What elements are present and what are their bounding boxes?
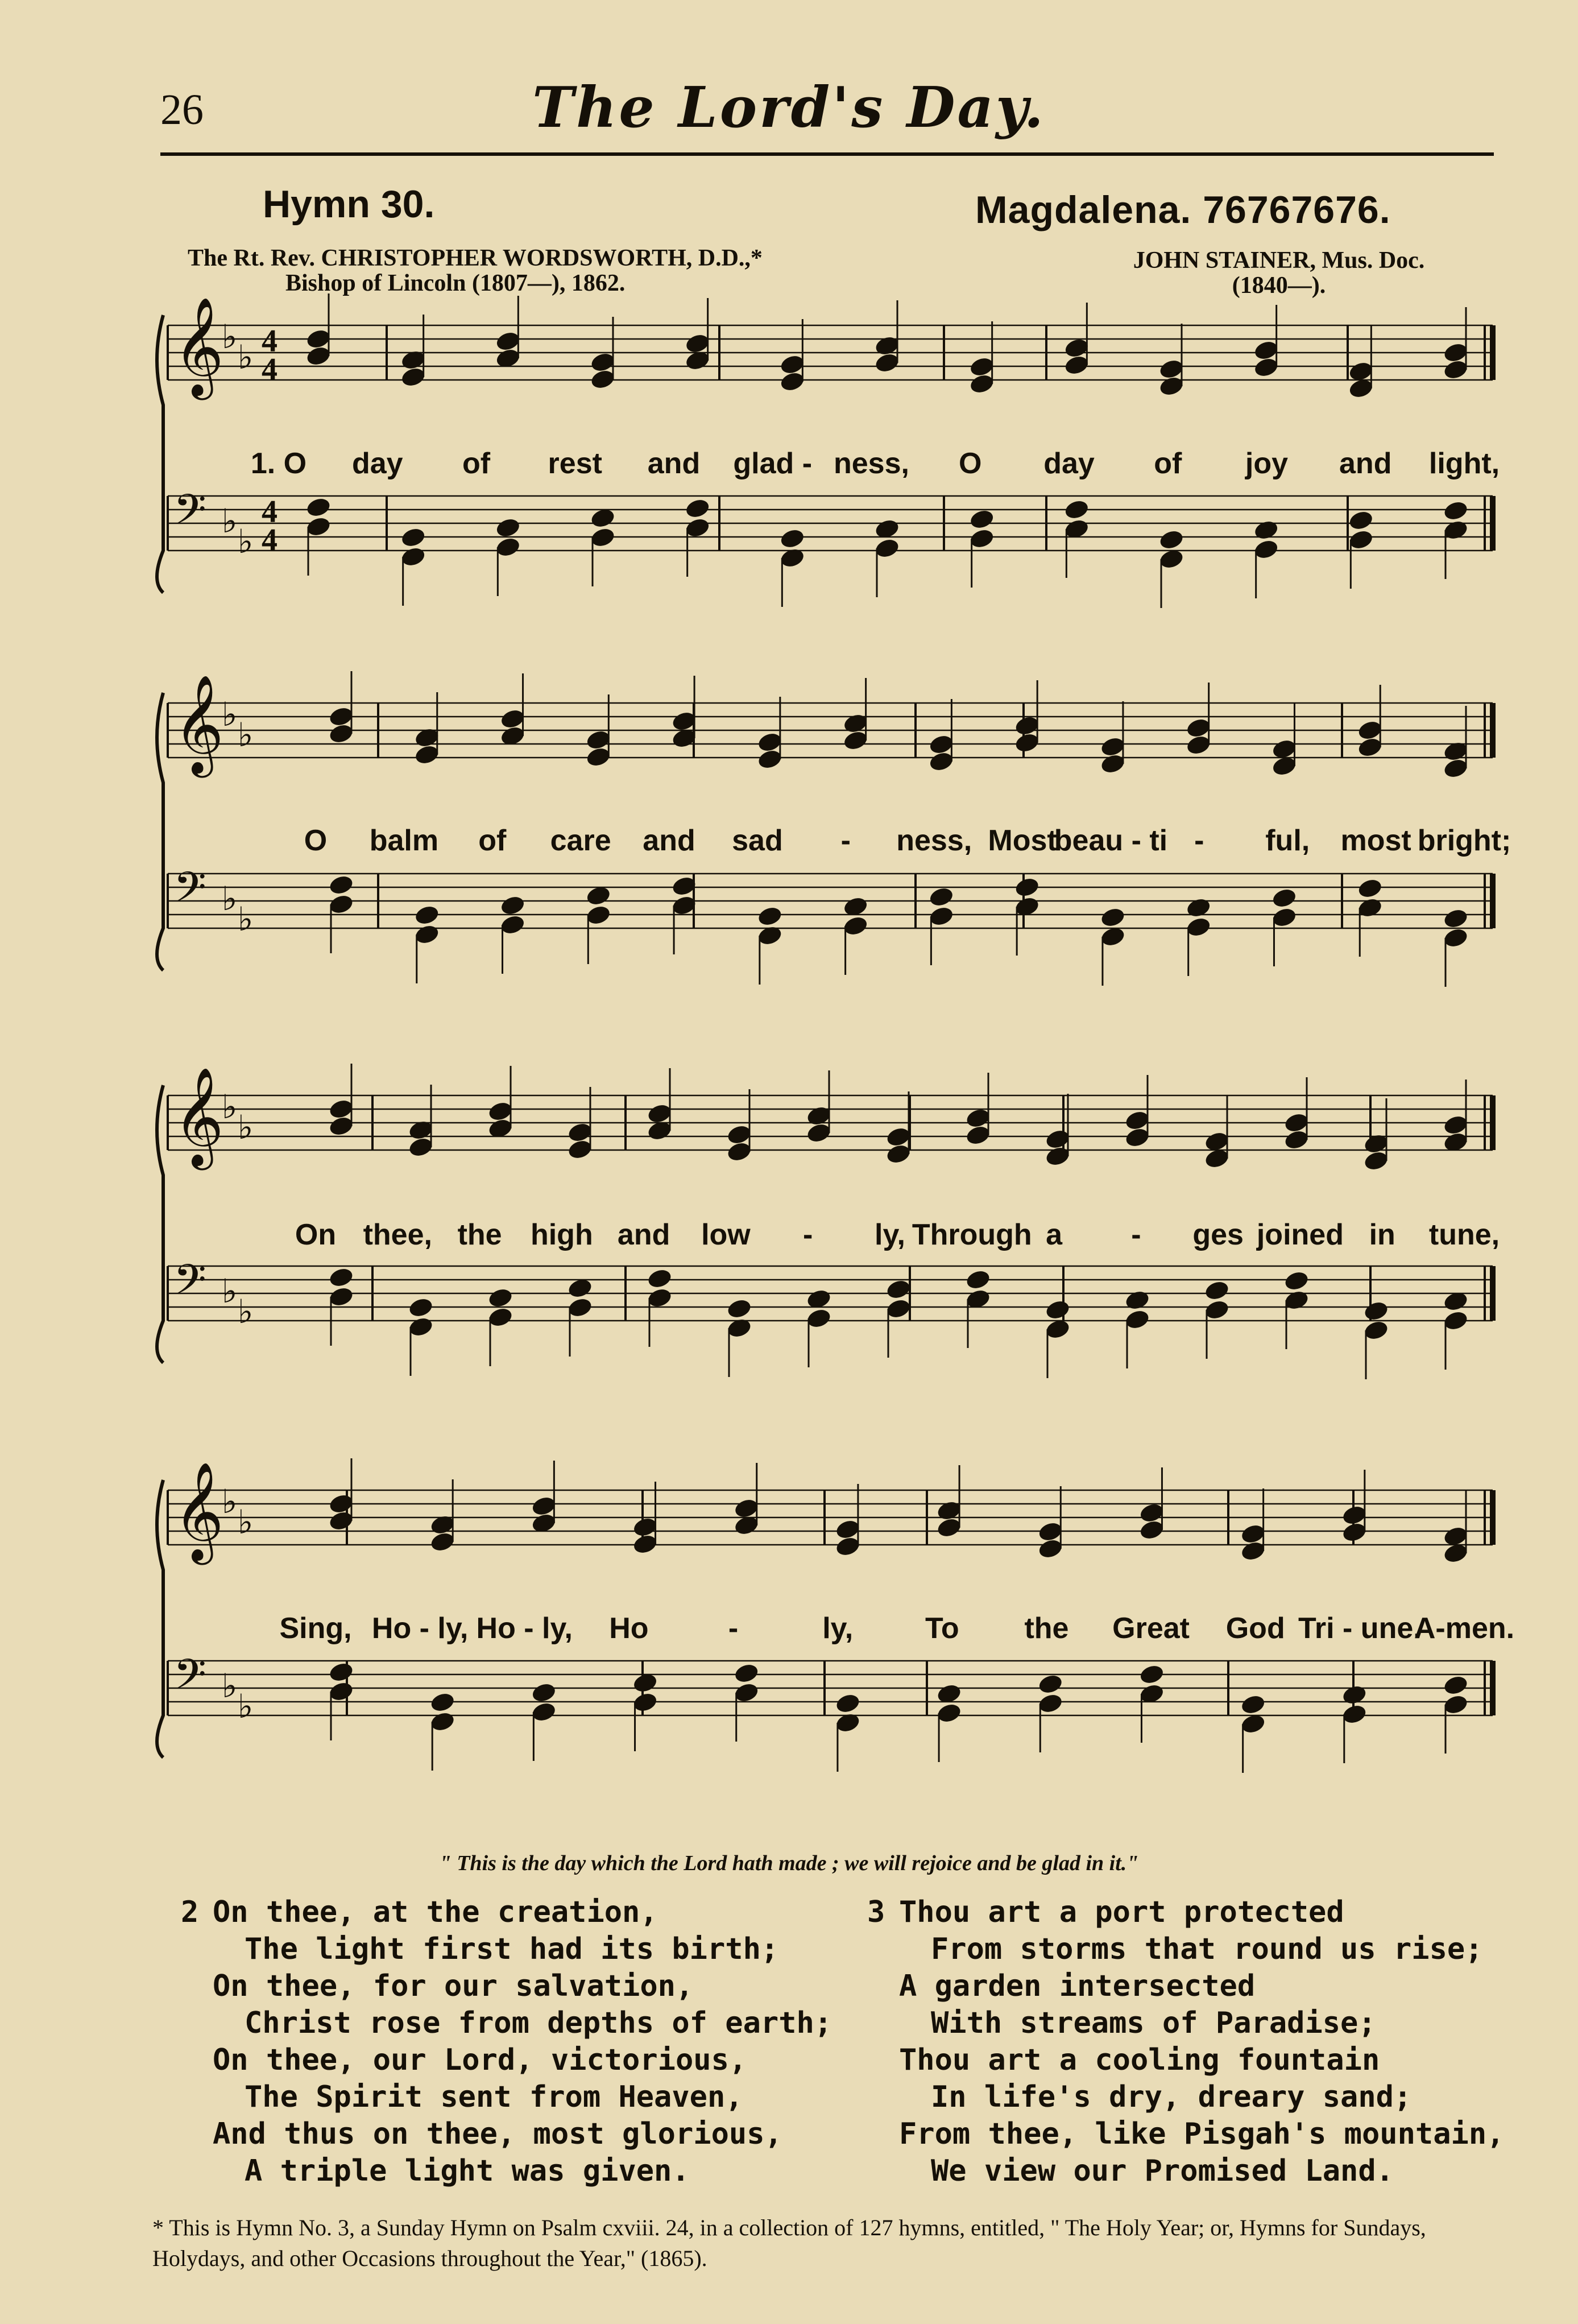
verse-line: Thou art a cooling fountain — [899, 2043, 1380, 2077]
lyric-syllable: ly, — [875, 1218, 905, 1251]
verse-line: The light first had its birth; — [245, 1932, 779, 1966]
lyric-syllable: sad — [732, 824, 783, 857]
lyric-syllable: light, — [1428, 447, 1500, 480]
note-head — [400, 526, 426, 549]
lyric-syllable: ful, — [1265, 824, 1310, 857]
time-signature-bottom: 4 — [262, 352, 278, 387]
lyric-syllable: and — [647, 447, 701, 480]
lyric-syllable: - — [1131, 1218, 1141, 1251]
note-head — [413, 904, 440, 927]
note-head — [531, 1681, 557, 1704]
lyric-syllable: of — [478, 824, 507, 857]
note-head — [1442, 1674, 1469, 1697]
lyric-syllable: of — [1154, 447, 1182, 480]
running-title: The Lord's Day. — [532, 75, 1046, 140]
note-head — [1138, 1663, 1165, 1686]
system-bracket — [157, 1085, 163, 1363]
treble-clef: 𝄞 — [173, 675, 224, 774]
lyric-syllable: joined — [1256, 1218, 1344, 1251]
lyric-syllable: care — [550, 824, 611, 857]
note-head — [1044, 1299, 1071, 1321]
lyric-syllable: tune, — [1428, 1218, 1500, 1251]
lyric-syllable: - — [728, 1612, 739, 1645]
page-number: 26 — [160, 86, 204, 134]
verse-line: From storms that round us rise; — [931, 1932, 1483, 1966]
note-head — [1037, 1673, 1064, 1696]
flat-sign: ♭ — [222, 879, 238, 918]
note-head — [733, 1662, 760, 1685]
note-head — [1014, 876, 1041, 899]
lyric-syllable: a — [1046, 1218, 1063, 1251]
lyric-syllable: - — [840, 824, 851, 857]
lyric-syllable: the — [1024, 1612, 1069, 1645]
verse-line: And thus on thee, most glorious, — [213, 2117, 782, 2151]
system-bracket — [157, 315, 163, 593]
verse-line: Thou art a port protected — [899, 1895, 1344, 1929]
lyric-syllable: ges — [1192, 1218, 1244, 1251]
flat-sign: ♭ — [238, 338, 254, 377]
lyric-syllable: Great — [1112, 1612, 1190, 1645]
note-head — [1124, 1289, 1150, 1312]
lyric-syllable: high — [530, 1218, 593, 1251]
lyric-syllable: glad - — [733, 447, 813, 480]
flat-sign: ♭ — [222, 695, 238, 734]
flat-sign: ♭ — [222, 1087, 238, 1126]
verse-2 — [181, 1894, 832, 2190]
note-head — [495, 516, 521, 539]
lyric-syllable: Ho — [609, 1612, 649, 1645]
verse-line: On thee, our Lord, victorious, — [213, 2043, 747, 2077]
time-signature-top: 4 — [262, 494, 278, 530]
note-head — [1348, 509, 1374, 532]
time-signature-top: 4 — [262, 324, 278, 359]
verse-number: 3 — [867, 1895, 885, 1929]
lyric-syllable: - — [803, 1218, 813, 1251]
lyric-syllable: ly, — [822, 1612, 854, 1645]
lyric-syllable: day — [351, 447, 403, 480]
note-head — [1185, 896, 1212, 919]
lyric-syllable: To — [925, 1612, 959, 1645]
verse-3 — [867, 1894, 1504, 2190]
verse-line: Christ rose from depths of earth; — [245, 2006, 833, 2040]
note-head — [1253, 519, 1279, 541]
verse-line: In life's dry, dreary sand; — [931, 2080, 1412, 2114]
note-head — [499, 894, 526, 917]
flat-sign: ♭ — [238, 716, 254, 754]
bass-clef: 𝄢 — [173, 1255, 206, 1315]
note-head — [1442, 907, 1469, 930]
lyric-syllable: bright; — [1417, 824, 1511, 857]
note-head — [1099, 906, 1126, 929]
note-head — [646, 1267, 673, 1290]
lyric-syllable: beau - ti — [1054, 824, 1168, 857]
verse-line: On thee, at the creation, — [213, 1895, 658, 1929]
note-head — [487, 1287, 513, 1309]
flat-sign: ♭ — [238, 1687, 254, 1726]
note-head — [1442, 499, 1469, 522]
lyric-syllable: low — [701, 1218, 751, 1251]
flat-sign: ♭ — [238, 900, 254, 938]
verse-line: We view our Promised Land. — [931, 2154, 1394, 2188]
note-head — [328, 874, 354, 896]
bass-clef: 𝄢 — [173, 485, 206, 545]
system-bracket — [157, 1480, 163, 1758]
verse-number: 2 — [181, 1895, 199, 1929]
flat-sign: ♭ — [222, 1482, 238, 1521]
flat-sign: ♭ — [238, 1108, 254, 1147]
note-head — [1063, 498, 1090, 521]
lyric-syllable: - — [1194, 824, 1204, 857]
verse-line: From thee, like Pisgah's mountain, — [899, 2117, 1505, 2151]
lyric-syllable: Sing, — [279, 1612, 352, 1645]
lyric-syllable: in — [1369, 1218, 1395, 1251]
lyric-syllable: ness, — [834, 447, 909, 480]
author-line-2: Bishop of Lincoln (1807—), 1862. — [285, 270, 626, 296]
lyric-syllable: day — [1043, 447, 1095, 480]
system-bracket — [157, 693, 163, 970]
footnote: * This is Hymn No. 3, a Sunday Hymn on Psalm cxviii. 24, in a collection of 127 hymns, entitled, " The Holy Year; or, Hymns for Sundays, Holydays, and other Occasions throughout the Year," (1865). — [152, 2215, 1426, 2271]
note-head — [305, 496, 332, 519]
flat-sign: ♭ — [222, 1667, 238, 1705]
verse-line: On thee, for our salvation, — [213, 1969, 694, 2003]
flat-sign: ♭ — [238, 1292, 254, 1331]
composer-line-2: (1840—). — [1232, 272, 1326, 299]
flat-sign: ♭ — [238, 522, 254, 561]
note-head — [1271, 887, 1298, 909]
lyric-syllable: thee, — [363, 1218, 432, 1251]
note-head — [429, 1691, 456, 1714]
author-line-1: The Rt. Rev. CHRISTOPHER WORDSWORTH, D.D.,* — [188, 245, 763, 271]
hymn-number: Hymn 30. — [263, 183, 435, 226]
note-head — [964, 1268, 991, 1291]
note-head — [968, 508, 995, 531]
bass-clef: 𝄢 — [173, 863, 206, 923]
note-head — [407, 1296, 434, 1319]
note-head — [928, 886, 955, 908]
time-signature-bottom: 4 — [262, 523, 278, 558]
tune-name: Magdalena. 76767676. — [975, 188, 1391, 231]
lyric-syllable: A-men. — [1414, 1612, 1515, 1645]
note-head — [1362, 1300, 1389, 1322]
bass-clef: 𝄢 — [173, 1650, 206, 1710]
note-head — [1240, 1693, 1266, 1716]
lyric-syllable: Ho - ly, — [371, 1612, 469, 1645]
verse-line: A triple light was given. — [245, 2154, 690, 2188]
note-head — [1158, 528, 1184, 551]
treble-clef: 𝄞 — [173, 1462, 224, 1561]
treble-clef: 𝄞 — [173, 1067, 224, 1166]
lyric-syllable: ness, — [896, 824, 972, 857]
treble-clef: 𝄞 — [173, 297, 224, 396]
lyric-syllable: and — [617, 1218, 670, 1251]
flat-sign: ♭ — [222, 502, 238, 540]
lyric-syllable: the — [457, 1218, 502, 1251]
composer-line-1: JOHN STAINER, Mus. Doc. — [1133, 247, 1425, 274]
note-head — [834, 1692, 861, 1715]
flat-sign: ♭ — [222, 1272, 238, 1310]
note-head — [1203, 1279, 1230, 1302]
flat-sign: ♭ — [238, 1503, 254, 1541]
lyric-syllable: rest — [548, 447, 602, 480]
note-head — [756, 905, 783, 928]
note-head — [1341, 1684, 1368, 1706]
lyric-syllable: O — [959, 447, 982, 480]
lyric-syllable: God — [1225, 1612, 1285, 1645]
verse-line: With streams of Paradise; — [931, 2006, 1376, 2040]
note-head — [328, 1661, 354, 1684]
lyric-syllable: balm — [369, 824, 439, 857]
note-head — [885, 1278, 912, 1301]
lyric-syllable: and — [1339, 447, 1392, 480]
lyric-syllable: of — [462, 447, 491, 480]
verse-line: A garden intersected — [899, 1969, 1256, 2003]
lyric-syllable: O — [304, 824, 328, 857]
note-head — [684, 497, 711, 520]
lyric-syllable: 1. O — [250, 447, 307, 480]
note-head — [1283, 1269, 1310, 1292]
verse-line: The Spirit sent from Heaven, — [245, 2080, 743, 2114]
lyric-syllable: Ho - ly, — [476, 1612, 573, 1645]
note-head — [1357, 877, 1384, 900]
note-head — [779, 527, 806, 550]
lyric-syllable: Tri - une. — [1298, 1612, 1422, 1645]
flat-sign: ♭ — [222, 317, 238, 356]
lyric-syllable: joy — [1245, 447, 1289, 480]
lyric-syllable: most — [1340, 824, 1411, 857]
lyric-syllable: Most — [988, 824, 1057, 857]
lyric-syllable: and — [643, 824, 695, 857]
note-head — [328, 1266, 354, 1289]
note-head — [726, 1297, 752, 1320]
lyric-syllable: On — [295, 1218, 337, 1251]
scripture-quote: " This is the day which the Lord hath made ; we will rejoice and be glad in it." — [439, 1851, 1139, 1875]
lyric-syllable: Through — [912, 1218, 1032, 1251]
